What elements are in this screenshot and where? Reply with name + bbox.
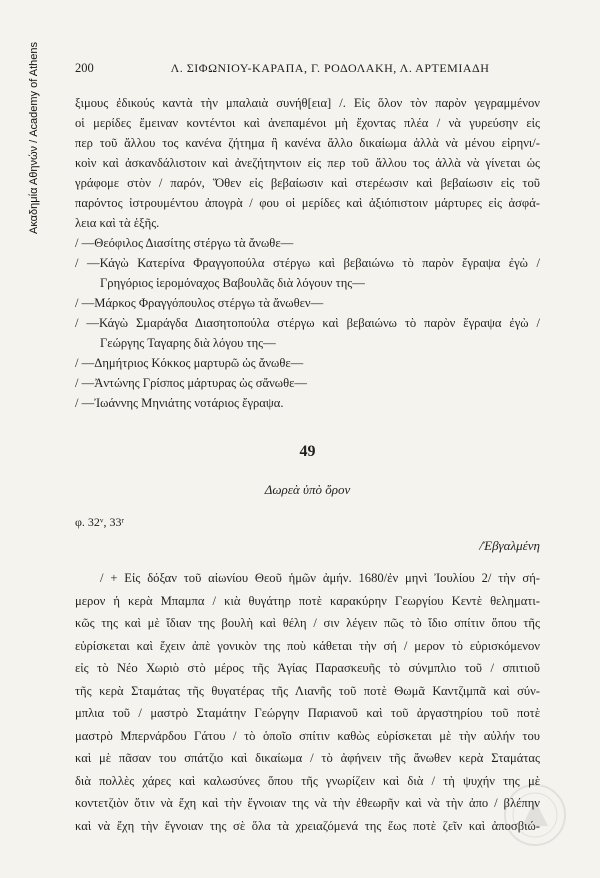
document-text-block — [75, 567, 540, 837]
signature-line: / —Ἰωάννης Μηνιάτης νοτάριος ἔγραψα. — [75, 396, 284, 410]
text-line: διὰ πολλὲς χάρες καὶ καλωσύνες ὅπου τῆς γνωρίζειν καὶ διὰ / τὴ ψυχήν της μὲ — [75, 773, 540, 788]
watermark-seal — [500, 780, 570, 850]
text-line: μερον ἡ κερὰ Μπαμπα / κιὰ θυγάτηρ ποτὲ καρακύρην Γεωργίου Κεντὲ θεληματι- — [75, 593, 540, 608]
text-line: γράφομε στὸν / παρόν, Ὅθεν εἰς βεβαίωσιν καὶ στερέωσιν καὶ βεβαίωσιν εἰς τοῦ — [75, 176, 540, 190]
text-line: κῶς της καὶ μὲ ἴδιαν της βουλὴ καὶ θέλη / σιν λέγειν πῶς τὸ ἴδιο σπίτιν ὅπου τῆς — [75, 616, 540, 630]
text-line: οἱ μερίδες ἔμειναν κοντέντοι καὶ ἀνεπαμένοι μὴ ἔχοντας πλέα / νὰ γυρεύσην εἰς — [75, 116, 540, 130]
text-line: κοὶν καὶ ἀσκανδάλιστοιν καὶ ἀνεζήτηντοιν εἰς περ τοῦ ἄλλου τος ἀλλὰ νὰ γίνεται ὡς — [75, 156, 540, 170]
text-line: / + Εἰς δόξαν τοῦ αἰωνίου Θεοῦ ἡμῶν ἀμήν. 1680/ἐν μηνὶ Ἰουλίου 2/ τὴν σή- — [100, 571, 540, 585]
continued-text-block — [75, 93, 540, 413]
signature-line: / —Ἀντώνης Γρίσπος μάρτυρας ὡς σἄνωθε— — [75, 376, 307, 390]
text-line: παρόντος ἰστρουμέντου ἀπογρὰ / φου οἱ μερίδες καὶ ἀξιόπιστοιν μάρτυρες εἰς ἀσφά- — [75, 196, 540, 210]
signature-line: Γεώργης Ταγαρης διὰ λόγου της— — [100, 336, 276, 350]
document-number: 49 — [299, 443, 316, 460]
text-line: λεια καὶ τὰ ἑξῆς. — [75, 216, 160, 230]
text-line: καὶ νὰ ἔχη τὴν ἔγνοιαν της σὲ ὅλα τὰ χρειαζόμενά της ἕως ποτὲ ζεῖν καὶ ἀποσβιώ- — [75, 818, 540, 833]
folio-reference: φ. 32ᵛ, 33ʳ — [75, 515, 125, 529]
signature-line: / —Κάγὼ Σμαράγδα Διασητοπούλα στέργω καὶ βεβαιώνω τὸ παρὸν ἔγραψα ἐγὼ / — [75, 316, 540, 330]
running-title: Λ. ΣΙΦΩΝΙΟΥ-ΚΑΡΑΠΑ, Γ. ΡΟΔΟΛΑΚΗ, Λ. ΑΡΤΕΜΙΑΔΗ — [170, 61, 490, 75]
copy-note: /Ἐβγαλμένη — [479, 538, 540, 553]
text-line: τῆς κερὰ Σταμάτας τῆς θυγατέρας τῆς Λιανῆς τοῦ ποτὲ Θωμᾶ Καντζιμπᾶ καὶ σύν- — [75, 683, 540, 698]
signature-line: Γρηγόριος ἱερομόναχος Βαβουλᾶς διὰ λόγουν της— — [100, 276, 365, 290]
signature-line: / —Κάγὼ Κατερίνα Φραγγοπούλα στέργω καὶ βεβαιώνω τὸ παρὸν ἔγραψα ἐγὼ / — [75, 256, 540, 270]
text-line: περ τοῦ ἄλλου τος κανένα ζήτημα ἢ κανένα ἄλλο δικαίωμα ἀλλὰ νὰ μένου εἰρηνι/- — [75, 136, 540, 150]
signature-line: / —Δημήτριος Κόκκος μαρτυρῶ ὡς ἄνωθε— — [75, 356, 304, 370]
text-line: ξιμους ἐδικούς καντὰ τὴν μπαλαιὰ συνήθ[εια] /. Εἰς ὅλον τὸν παρὸν γεγραμμένον — [75, 96, 540, 110]
text-line: μαστρὸ Μπερνάρδου Γάτου / τὸ ὁποῖο σπίτιν καθὼς εὑρίσκεται μὲ τὴν αὐλήν του — [75, 728, 540, 743]
text-line: μπλια τοῦ / μαστρὸ Σταμάτην Γεώργην Παριανοῦ καὶ τοῦ ἀργαστηρίου τοῦ ποτὲ — [75, 706, 540, 720]
text-line: εὑρίσκεται καὶ ἔχειν ἀπὲ γονικὸν της ποὺ κάθεται τὴν σή / μερον τὸ εὑρισκόμενον — [75, 638, 540, 653]
archive-credit-vertical: Ακαδημία Αθηνών / Academy of Athens — [28, 42, 40, 235]
text-line: κοντετζιὸν ὅτιν νὰ ἔχη καὶ τὴν ἔγνοιαν της νὰ τὴν ἐθεωρῆν καὶ νὰ τὴν ἀπο / βλέπην — [75, 796, 540, 810]
signature-line: / —Μάρκος Φραγγόπουλος στέργω τὰ ἄνωθεν— — [75, 296, 324, 310]
signature-line: / —Θεόφιλος Διασίτης στέργω τὰ ἄνωθε— — [75, 236, 294, 250]
document-title: Δωρεὰ ὑπὸ ὅρον — [264, 482, 351, 497]
page-number: 200 — [75, 61, 94, 75]
text-line: εἰς τὸ Νέο Χωριὸ στὸ μέρος τῆς Ἁγίας Παρασκευῆς τὸ σύνμπλιο τοῦ / σπιτιοῦ — [75, 661, 540, 675]
text-line: καὶ μὲ πᾶσαν του σπάτζιο καὶ δικαίωμα / τὸ ἀφήνειν τῆς ἄνωθεν κερὰ Σταμάτας — [75, 751, 540, 765]
